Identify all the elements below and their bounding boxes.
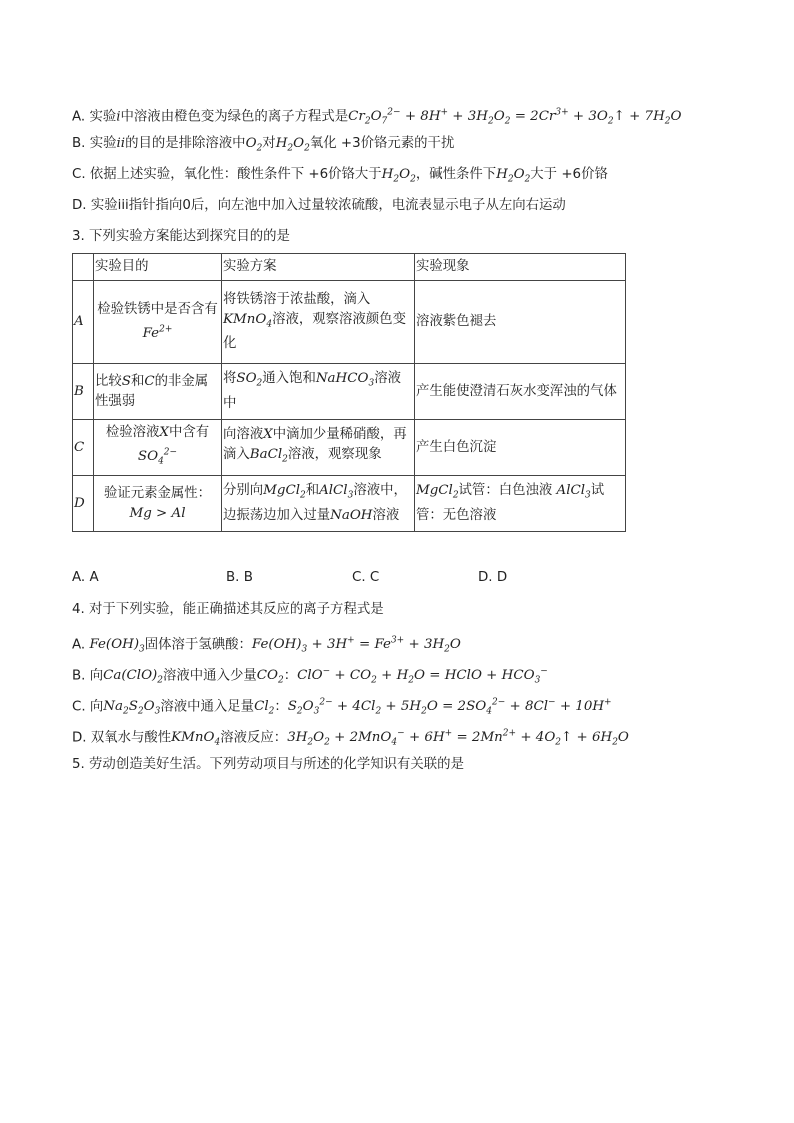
table-header: 实验方案 [222, 254, 415, 281]
q2-option-c: C. 依据上述实验，氧化性：酸性条件下 +6价铬大于$H_2O_2$，碱性条件下$H_2O_2$大于 +6价铬 [72, 167, 608, 185]
q2-option-a: A. 实验i中溶液由橙色变为绿色的离子方程式是$Cr_2O_7^{2-} + 8H^+ + 3H_2O_2 = 2Cr^{3+}$ + $3O_2↑ + 7H_2O$ [72, 108, 682, 128]
cell-purpose: 检验铁锈中是否含有 $Fe^{2+}$ [94, 281, 222, 364]
cell-method: 向溶液X中滴加少量稀硝酸，再滴入BaCl$_2$溶液，观察现象 [222, 420, 415, 476]
cell-purpose: 比较S和C的非金属性强弱 [94, 364, 222, 420]
q5-stem: 5. 劳动创造美好生活。下列劳动项目与所述的化学知识有关联的是 [72, 757, 464, 772]
table-row [73, 364, 626, 420]
q3-choice-a: A. A [72, 570, 99, 585]
q4-option-b: B. 向$Ca(ClO)_2$溶液中通入少量$CO_2$：$ClO^- + CO_2 + H_2O$ = HClO + $HCO_3^-$ [72, 667, 548, 687]
q2-option-b: B. 实验ii的目的是排除溶液中$O_2$对$H_2O_2$氧化 +3价铬元素的干扰 [72, 136, 455, 154]
cell-phenomenon: MgCl$_2$试管：白色浊液 AlCl$_3$试管：无色溶液 [415, 476, 626, 532]
q3-choice-b: B. B [226, 570, 253, 585]
q4-option-a: A. $Fe(OH)_3$固体溶于氢碘酸：$Fe(OH)_3 + 3H^+ = Fe^{3+} + 3H_2O$ [72, 636, 461, 656]
cell-method: 将铁锈溶于浓盐酸，滴入KMnO$_4$溶液，观察溶液颜色变化 [222, 281, 415, 364]
experiment-table [72, 253, 626, 532]
cell-phenomenon: 产生能使澄清石灰水变浑浊的气体 [415, 364, 626, 420]
table-corner [73, 254, 94, 281]
q4-option-d: D. 双氧水与酸性KMnO$_4$溶液反应：$3H_2O_2 + 2MnO_4^- + 6H^+ = 2Mn^{2+}$ + $4O_2↑ + 6H_2O$ [72, 729, 629, 749]
table-header: 实验现象 [415, 254, 626, 281]
cell-method: 分别向MgCl$_2$和AlCl$_3$溶液中，边振荡边加入过量NaOH溶液 [222, 476, 415, 532]
cell-phenomenon: 溶液紫色褪去 [415, 281, 626, 364]
cell-phenomenon: 产生白色沉淀 [415, 420, 626, 476]
q4-stem: 4. 对于下列实验，能正确描述其反应的离子方程式是 [72, 602, 384, 617]
q3-stem: 3. 下列实验方案能达到探究目的的是 [72, 229, 290, 244]
cell-method: 将$SO_2$通入饱和NaHCO$_3$溶液中 [222, 364, 415, 420]
q3-choice-d: D. D [478, 570, 508, 585]
row-label: B [73, 364, 94, 420]
table-header: 实验目的 [94, 254, 222, 281]
cell-purpose: 检验溶液X中含有 $SO_4^{2-}$ [94, 420, 222, 476]
table-row [73, 281, 626, 364]
row-label: A [73, 281, 94, 364]
table-row [73, 476, 626, 532]
table-row [73, 420, 626, 476]
q3-choice-c: C. C [352, 570, 380, 585]
row-label: D [73, 476, 94, 532]
q4-option-c: C. 向$Na_2S_2O_3$溶液中通入足量$Cl_2$：$S_2O_3^{2-} + 4Cl_2 + 5H_2O = 2SO_4^{2-} + 8Cl^- + 10H^+$ [72, 698, 612, 718]
q2-option-d: D. 实验iii指针指向0后，向左池中加入过量较浓硫酸，电流表显示电子从左向右运动 [72, 198, 566, 213]
cell-purpose: 验证元素金属性： Mg > Al [94, 476, 222, 532]
row-label: C [73, 420, 94, 476]
